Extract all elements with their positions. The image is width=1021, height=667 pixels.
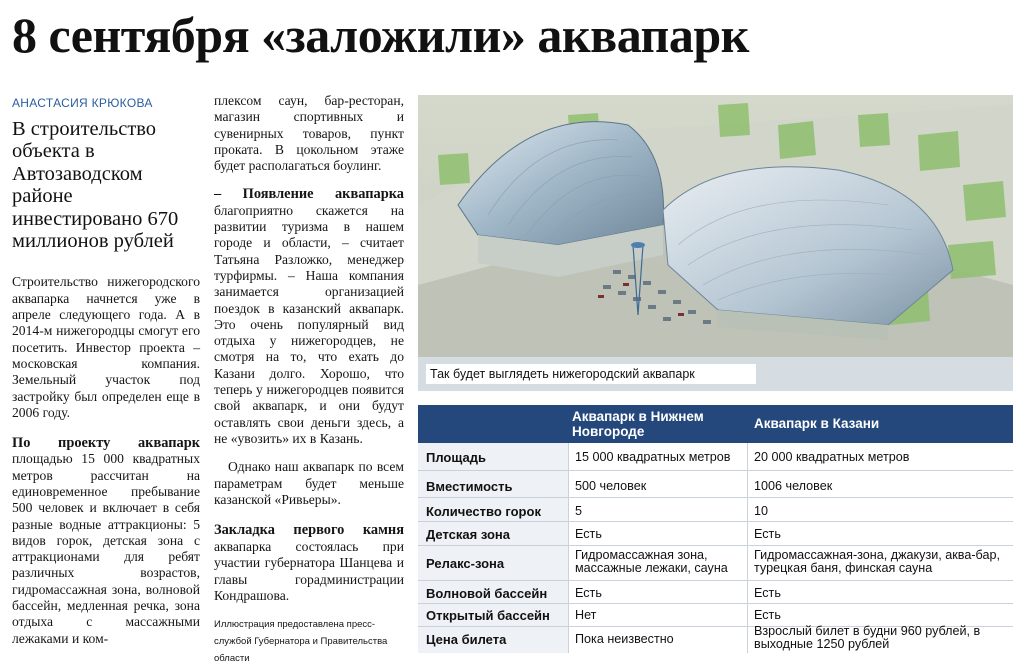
comparison-table	[418, 405, 1013, 653]
paragraph-2-text: площадью 15 000 квадратных метров рассчитан на единовременное пребывание 500 человек и включает в себя разные водные аттракционы: 5 видов горок, детская зона с аттракционами для ребят различных возрастов, гидромассажная зона, волновой бассейн, медленная речка, зона отдыха с массажными лежаками и ком-	[12, 451, 200, 646]
table-row	[418, 471, 1013, 498]
cell-kazan: Есть	[754, 586, 781, 600]
quote-lead: – Появление аквапарка	[214, 186, 404, 203]
header-nizhny-novgorod: Аквапарк в Нижнем Новгороде	[572, 409, 704, 439]
paragraph-4: Однако наш аквапарк по всем параметрам будет меньше казанской «Ривьеры».	[214, 459, 404, 507]
cell-kazan: Есть	[754, 608, 781, 622]
row-label: Площадь	[426, 450, 486, 465]
cell-kazan: 20 000 квадратных метров	[754, 450, 910, 464]
table-row	[418, 443, 1013, 471]
paragraph-3: плексом саун, бар-ресторан, магазин спортивных и сувенирных товаров, пункт проката. В цокольном этаже будет располагаться боулинг.	[214, 93, 404, 174]
cell-kazan: 1006 человек	[754, 479, 833, 493]
cell-nn: Пока неизвестно	[575, 632, 674, 646]
photo-caption: Так будет выглядеть нижегородский аквапарк	[426, 364, 756, 384]
cell-nn: Есть	[575, 586, 602, 600]
cell-nn: 500 человек	[575, 479, 647, 493]
cell-kazan: Есть	[754, 527, 781, 541]
cell-nn: 15 000 квадратных метров	[575, 450, 731, 464]
paragraph-1: Строительство нижегородского аквапарка начнется уже в апреле следующего года. А в 2014-м нижегородцы смогут его посетить. Инвестор проекта – московская компания. Земельный участок под застройку был определен еще в 2006 году.	[12, 274, 200, 420]
aquapark-rendering-image	[418, 95, 1013, 357]
cell-nn: Есть	[575, 527, 602, 541]
cell-kazan: Гидромассажная-зона, джакузи, аква-бар, турецкая баня, финская сауна	[754, 548, 1000, 575]
cell-nn: Гидромассажная зона, массажные лежаки, сауна	[575, 548, 728, 575]
cell-nn: Нет	[575, 608, 597, 622]
row-label: Открытый бассейн	[426, 608, 550, 623]
table-row	[418, 581, 1013, 604]
paragraph-5-text: аквапарка состоялась при участии губернатора Шанцева и главы горадминистрации Кондрашова.	[214, 539, 404, 604]
table-row	[418, 624, 1013, 653]
article-column-2	[214, 93, 404, 667]
illustration-credit: Иллюстрация предоставлена пресс-службой Губернатора и Правительства области	[214, 619, 388, 665]
cell-kazan: Взрослый билет в будни 960 рублей, в выходные 1250 рублей	[754, 624, 981, 651]
row-label: Вместимость	[426, 479, 513, 494]
paragraph-2-lead: По проекту аквапарк	[12, 435, 200, 452]
table-header	[418, 405, 1013, 443]
aquapark-rendering	[418, 95, 1013, 391]
article-column-1	[12, 96, 200, 661]
paragraph-5	[214, 522, 404, 604]
row-label: Релакс-зона	[426, 556, 505, 571]
table-row	[418, 522, 1013, 546]
row-label: Количество горок	[426, 504, 541, 519]
paragraph-2	[12, 435, 200, 647]
subheading-first-stone: Закладка первого камня	[214, 522, 404, 539]
paragraph-quote	[214, 186, 404, 447]
article-headline: 8 сентября «заложили» аквапарк	[12, 7, 749, 63]
quote-text: благоприятно скажется на развитии туризма в нашем городе и области, – считает Татьяна Разложко, менеджер турфирмы. – Наша компания занимается организацией поездок в казанский аквапарк. Это очень популярный вид отдыха у нижегородцев, не смотря на то, что ехать до Казани долго. Хорошо, что теперь у нижегородцев появится свой аквапарк, и они будут оставлять свои деньги здесь, а не «увозить» их в Казань.	[214, 202, 404, 446]
cell-nn: 5	[575, 504, 583, 518]
table-row	[418, 498, 1013, 522]
header-kazan: Аквапарк в Казани	[754, 416, 880, 431]
article-lead: В строительство объекта в Автозаводском районе инвестировано 670 миллионов рублей	[12, 118, 179, 253]
row-label: Цена билета	[426, 632, 507, 647]
table-row	[418, 546, 1013, 581]
row-label: Детская зона	[426, 527, 510, 542]
row-label: Волновой бассейн	[426, 586, 548, 601]
cell-kazan: 10	[754, 504, 769, 518]
author-byline: АНАСТАСИЯ КРЮКОВА	[12, 96, 153, 110]
